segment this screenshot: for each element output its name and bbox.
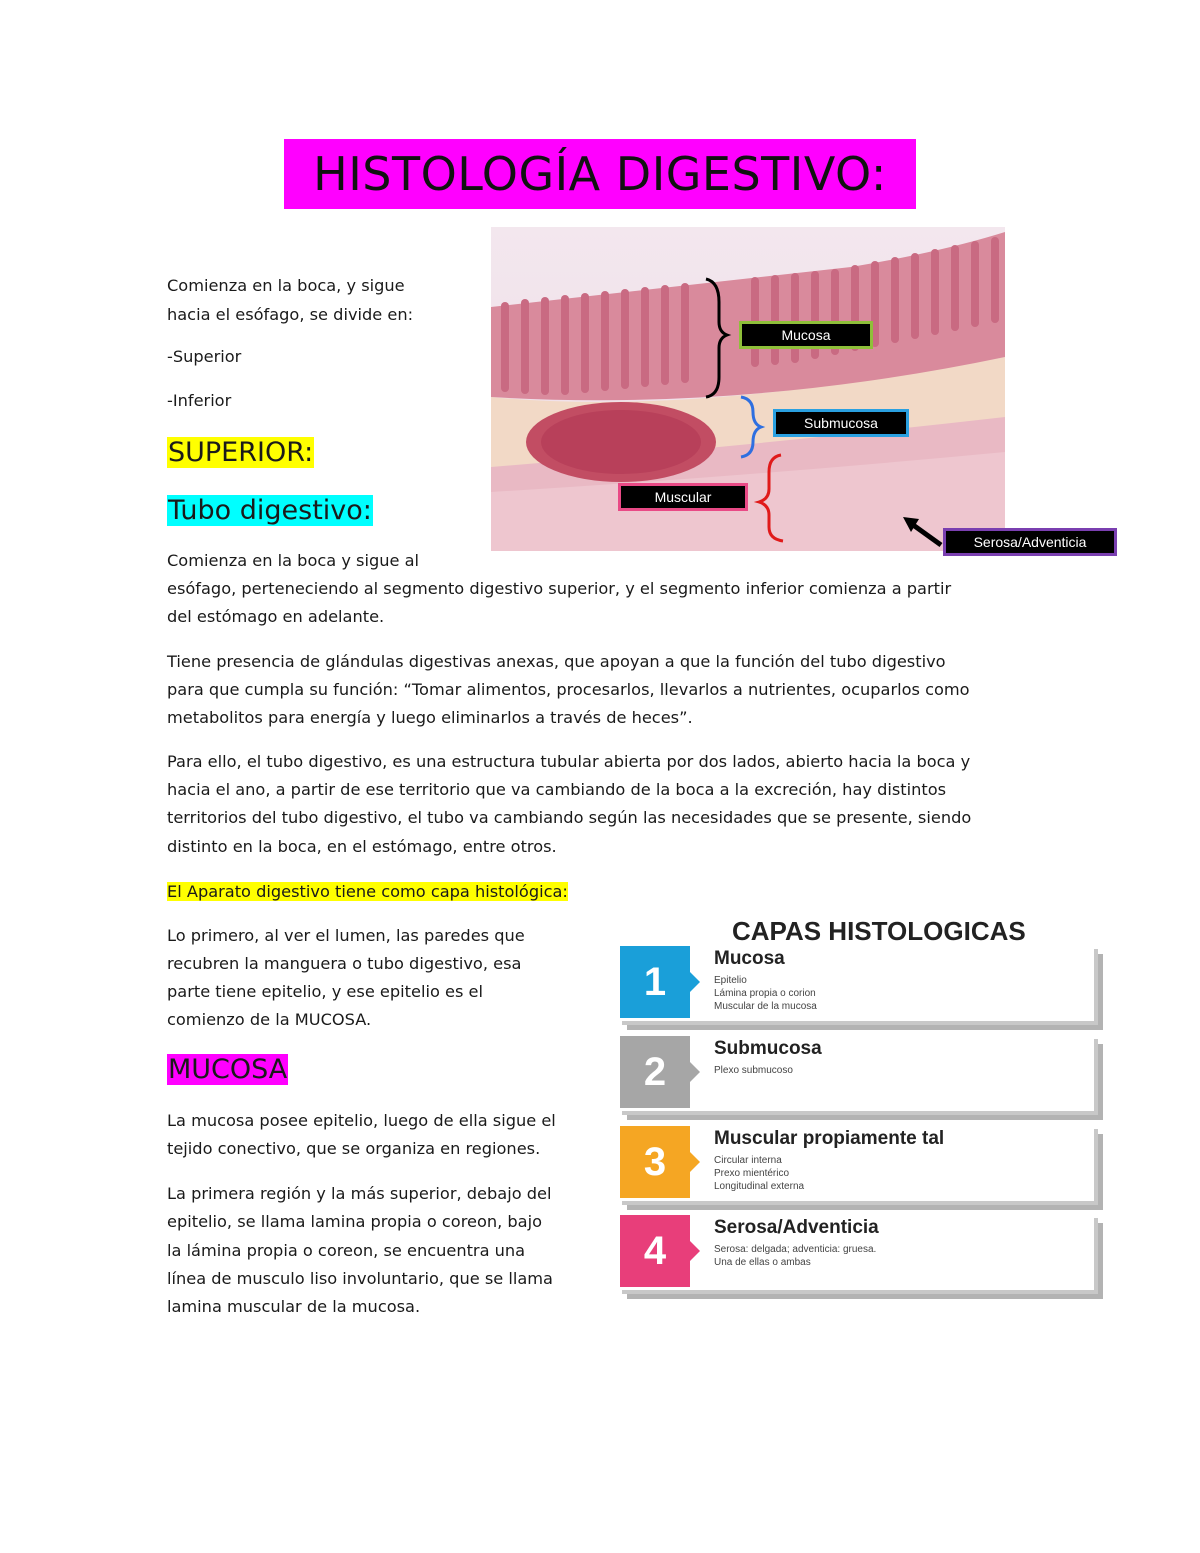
layer-detail: Epitelio <box>714 975 747 986</box>
layer-name: Mucosa <box>714 948 785 969</box>
histology-image <box>491 227 1005 551</box>
layer-1-mucosa <box>616 946 1094 1021</box>
heading-superior-text: SUPERIOR: <box>168 437 314 468</box>
p3-line-1: Para ello, el tubo digestivo, es una estructura tubular abierta por dos lados, abierto hacia la boca y <box>167 752 971 771</box>
p1-line-1: Comienza en la boca y sigue al <box>167 551 420 570</box>
layer-detail: Prexo mientérico <box>714 1168 790 1179</box>
capas-title: CAPAS HISTOLOGICAS <box>732 916 1026 946</box>
layer-number: 4 <box>620 1215 690 1287</box>
layer-arrow-icon <box>690 972 700 992</box>
layer-name: Muscular propiamente tal <box>714 1128 945 1149</box>
p6-line-4: línea de musculo liso involuntario, que se llama <box>167 1269 553 1288</box>
layer-arrow-icon <box>690 1152 700 1172</box>
layer-details <box>714 1154 804 1193</box>
layer-details <box>714 1243 876 1269</box>
highlight-capa <box>167 878 568 907</box>
layer-arrow-icon <box>690 1062 700 1082</box>
layer-detail: Longitudinal externa <box>714 1181 805 1192</box>
p4-line-4: comienzo de la MUCOSA. <box>167 1010 372 1029</box>
p6-line-5: lamina muscular de la mucosa. <box>167 1297 421 1316</box>
p5-line-1: La mucosa posee epitelio, luego de ella sigue el <box>167 1111 556 1130</box>
p1-line-3: del estómago en adelante. <box>167 607 385 626</box>
label-muscular: Muscular <box>618 483 748 511</box>
p3-line-4: distinto en la boca, en el estómago, entre otros. <box>167 837 557 856</box>
layer-4-serosa <box>616 1215 1094 1290</box>
p6-line-1: La primera región y la más superior, debajo del <box>167 1184 552 1203</box>
p6-line-2: epitelio, se llama lamina propia o coreon, bajo <box>167 1212 542 1231</box>
intro-item-inferior: -Inferior <box>167 391 232 410</box>
layer-arrow-icon <box>690 1241 700 1261</box>
histology-illustration <box>491 227 1005 551</box>
intro-line-1: Comienza en la boca, y sigue <box>167 276 405 295</box>
p4-line-2: recubren la manguera o tubo digestivo, esa <box>167 954 522 973</box>
heading-superior <box>167 436 314 470</box>
p2-line-3: metabolitos para energía y luego eliminarlos a través de heces”. <box>167 708 693 727</box>
p1-line-2: esófago, perteneciendo al segmento digestivo superior, y el segmento inferior comienza a partir <box>167 579 952 598</box>
layer-name: Submucosa <box>714 1038 822 1059</box>
layer-number: 2 <box>620 1036 690 1108</box>
heading-tubo-digestivo <box>167 494 373 528</box>
p6-line-3: la lámina propia o coreon, se encuentra una <box>167 1241 526 1260</box>
label-mucosa: Mucosa <box>739 321 873 349</box>
layer-detail: Serosa: delgada; adventicia: gruesa. <box>714 1244 877 1255</box>
layer-2-submucosa <box>616 1036 1094 1111</box>
layer-number: 1 <box>620 946 690 1018</box>
intro-line-2: hacia el esófago, se divide en: <box>167 305 414 324</box>
layer-3-muscular <box>616 1126 1094 1201</box>
p5-line-2: tejido conectivo, que se organiza en regiones. <box>167 1139 541 1158</box>
heading-tubo-text: Tubo digestivo: <box>168 495 372 526</box>
heading-mucosa-text: MUCOSA <box>168 1054 288 1085</box>
p4-line-1: Lo primero, al ver el lumen, las paredes que <box>167 926 525 945</box>
label-serosa-adventicia: Serosa/Adventicia <box>943 528 1117 556</box>
layer-detail: Lámina propia o corion <box>714 988 816 999</box>
page-title: HISTOLOGÍA DIGESTIVO: <box>284 139 916 209</box>
p2-line-1: Tiene presencia de glándulas digestivas anexas, que apoyan a que la función del tubo digestivo <box>167 652 946 671</box>
p4-line-3: parte tiene epitelio, y ese epitelio es el <box>167 982 483 1001</box>
layer-number: 3 <box>620 1126 690 1198</box>
layer-detail: Una de ellas o ambas <box>714 1257 811 1268</box>
layer-detail: Plexo submucoso <box>714 1065 793 1076</box>
p3-line-2: hacia el ano, a partir de ese territorio que va cambiando de la boca a la excreción, hay distintos <box>167 780 947 799</box>
layer-name: Serosa/Adventicia <box>714 1217 879 1238</box>
p3-line-3: territorios del tubo digestivo, el tubo va cambiando según las necesidades que se presente, siendo <box>167 808 972 827</box>
label-submucosa: Submucosa <box>773 409 909 437</box>
heading-mucosa <box>167 1053 288 1087</box>
layer-detail: Circular interna <box>714 1155 782 1166</box>
highlight-capa-text: El Aparato digestivo tiene como capa histológica: <box>167 882 568 901</box>
intro-item-superior: -Superior <box>167 347 242 366</box>
p2-line-2: para que cumpla su función: “Tomar alimentos, procesarlos, llevarlos a nutrientes, ocuparlos como <box>167 680 970 699</box>
layer-detail: Muscular de la mucosa <box>714 1001 817 1012</box>
capas-histologicas-panel <box>616 916 1100 1296</box>
layer-details <box>714 974 817 1013</box>
layer-details <box>714 1064 793 1077</box>
